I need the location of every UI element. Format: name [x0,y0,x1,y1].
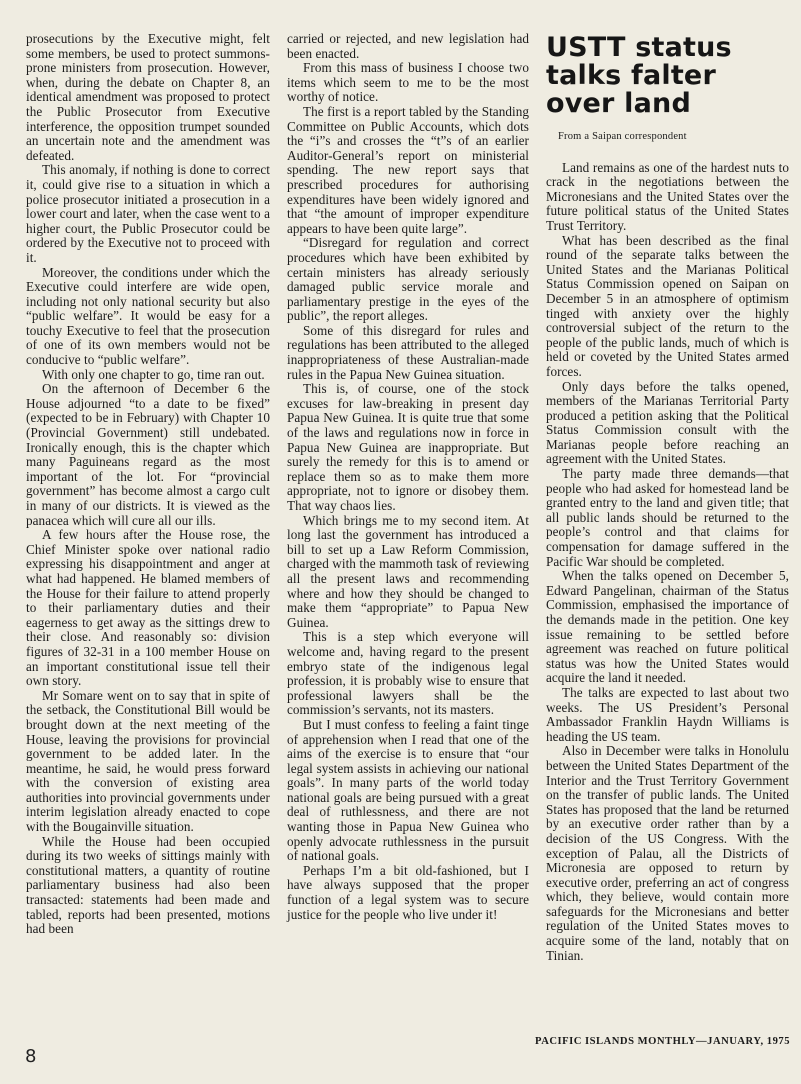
article-paragraph: On the afternoon of December 6 the House adjourned “to a date to be fixed” (expected to be in February) with Chapter 10 (Provincial Government) still undebated. Ironically enough, this is the chapter which many Paguineans regard as the most important of the lot. For “provincial government” has become almost a cargo cult in many of our districts. It is viewed as the panacea which will cure all our ills. [26,381,270,528]
middle-column [287,32,529,922]
article-paragraph: Only days before the talks opened, members of the Marianas Territorial Party produced a petition asking that the Political Status Commission consult with the Marianas people before reaching an agreement with the United States. [546,378,789,467]
article-headline: USTT status talks falter over land [546,32,732,119]
article-paragraph: Land remains as one of the hardest nuts to crack in the negotiations between the Micronesians and the United States over the future political status of the United States Trust Territory. [546,159,789,233]
left-column [26,32,270,937]
article-paragraph: Perhaps I’m a bit old-fashioned, but I have always supposed that the proper function of a legal system was to secure justice for the people who live under it! [287,862,529,922]
article-paragraph: The party made three demands—that people who had asked for homestead land be granted entry to the land and given title; that all public lands should be returned to the people’s control and that claims for compensation for damage suffered in the Pacific War should be completed. [546,466,789,569]
article-body [546,161,789,964]
article-paragraph: When the talks opened on December 5, Edward Pangelinan, chairman of the Status Commission, emphasised the importance of the demands made in the petition. One key issue remaining to be settled before agreement was reached on future political status was how the United States would acquire the land it needed. [546,568,789,686]
page-number: 8 [25,1046,37,1067]
article-paragraph: The talks are expected to last about two weeks. The US President’s Personal Ambassador Franklin Haydn Williams is heading the US team. [546,684,789,744]
article-paragraph: prosecutions by the Executive might, felt some members, be used to protect summons-prone ministers from prosecution. However, when, during the debate on Chapter 8, an identical amendment was proposed to protect the Public Prosecutor from Executive interference, the opposition trumpet sounded an uncertain note and the amendment was defeated. [26,31,270,163]
article-paragraph: The first is a report tabled by the Standing Committee on Public Accounts, which dots the “i”s and crosses the “t”s of an earlier Auditor-General’s report on ministerial spending. The new report says that prescribed procedures for authorising expenditures have been widely ignored and that “the amount of improper expenditure appears to have been quite large”. [287,103,529,236]
article-paragraph: Moreover, the conditions under which the Executive could interfere are wide open, including not only national security but also “public welfare”. It would be easy for a touchy Executive to feel that the prosecution of one of its own members would not be conducive to “public welfare”. [26,264,270,368]
article-paragraph: Mr Somare went on to say that in spite of the setback, the Constitutional Bill would be brought down at the next meeting of the House, leaving the provisions for provincial government to be added later. In the meantime, he said, he would press forward with the conversion of existing area authorities into provincial governments under interim legislation already enacted to cope with the Bougainville situation. [26,687,270,835]
article-paragraph: While the House had been occupied during its two weeks of sittings mainly with constitutional matters, a quantity of routine parliamentary business had also been transacted: statements had been made and tabled, reports had been presented, motions had been [26,833,270,937]
article-paragraph: But I must confess to feeling a faint tinge of apprehension when I read that one of the aims of the exercise is to ensure that “our legal system assists in achieving our national goals”. In many parts of the world today national goals are being pursued with a great deal of ruthlessness, and there are not wanting those in Papua New Guinea who openly advocate ruthlessness in the pursuit of national goals. [287,716,529,864]
article-paragraph: This is a step which everyone will welcome and, having regard to the present embryo state of the indigenous legal profession, it is probably wise to ensure that professional lawyers shall be the commission’s servants, not its masters. [287,629,529,718]
article-paragraph: With only one chapter to go, time ran out. [42,366,265,382]
article-paragraph: Also in December were talks in Honolulu between the United States Department of the Interior and the Trust Territory Government on the transfer of public lands. The United States has proposed that the land be returned by an executive order rather than by a decision of the US Congress. With the exception of Palau, all the Districts of Micronesia are opposed to return by executive order, preferring an act of congress which, they believe, would contain more safeguards for the Micronesians and better regulation of the United States moves to acquire some of the land, notably that on Tinian. [546,743,789,963]
article-paragraph: “Disregard for regulation and correct procedures which have been exhibited by certain ministers has already seriously damaged public service morale and parliamentary prestige in the eyes of the public”, the report alleges. [287,235,529,324]
article-paragraph: This is, of course, one of the stock excuses for law-breaking in present day Papua New Guinea. It is quite true that some of the laws and regulations now in force in Papua New Guinea are inappropriate. But surely the remedy for this is to amend or replace them so as to make them more appropriate, not to ignore or disobey them. That way chaos lies. [287,381,529,513]
publication-footer: PACIFIC ISLANDS MONTHLY—JANUARY, 1975 [535,1036,790,1047]
article-paragraph: A few hours after the House rose, the Chief Minister spoke over national radio expressing his disappointment and anger at what had happened. He blamed members of the House for their failure to attend properly to their parliamentary duties and their eagerness to get away as the sittings drew to their close. And reasonably so: division figures of 32-31 in a 100 member House on an important constitutional issue tell their own story. [26,527,270,689]
article-paragraph: What has been described as the final round of the separate talks between the United States and the Marianas Political Status Commission opened on Saipan on December 5 in an atmosphere of optimism tinged with anxiety over the highly controversial subject of the return to the people of the public lands, much of which is held or coveted by the United States armed forces. [546,232,789,379]
article-paragraph: carried or rejected, and new legislation had been enacted. [287,31,529,61]
article-paragraph: From this mass of business I choose two items which seem to me to be the most worthy of notice. [287,60,529,105]
article-paragraph: This anomaly, if nothing is done to correct it, could give rise to a situation in which a police prosecutor initiated a prosecution in a lower court and later, when the case went to a higher court, the Public Prosecutor could be ordered by the Executive not to proceed with it. [26,162,270,265]
right-column [546,30,789,963]
article-byline: From a Saipan correspondent [558,131,687,142]
article-paragraph: Which brings me to my second item. At long last the government has introduced a bill to set up a Law Reform Commission, charged with the mammoth task of reviewing all the present laws and recommending where and how they should be changed to make them “appropriate” to Papua New Guinea. [287,512,529,630]
article-paragraph: Some of this disregard for rules and regulations has been attributed to the alleged inappropriateness of these Australian-made rules in the Papua New Guinea situation. [287,322,529,382]
